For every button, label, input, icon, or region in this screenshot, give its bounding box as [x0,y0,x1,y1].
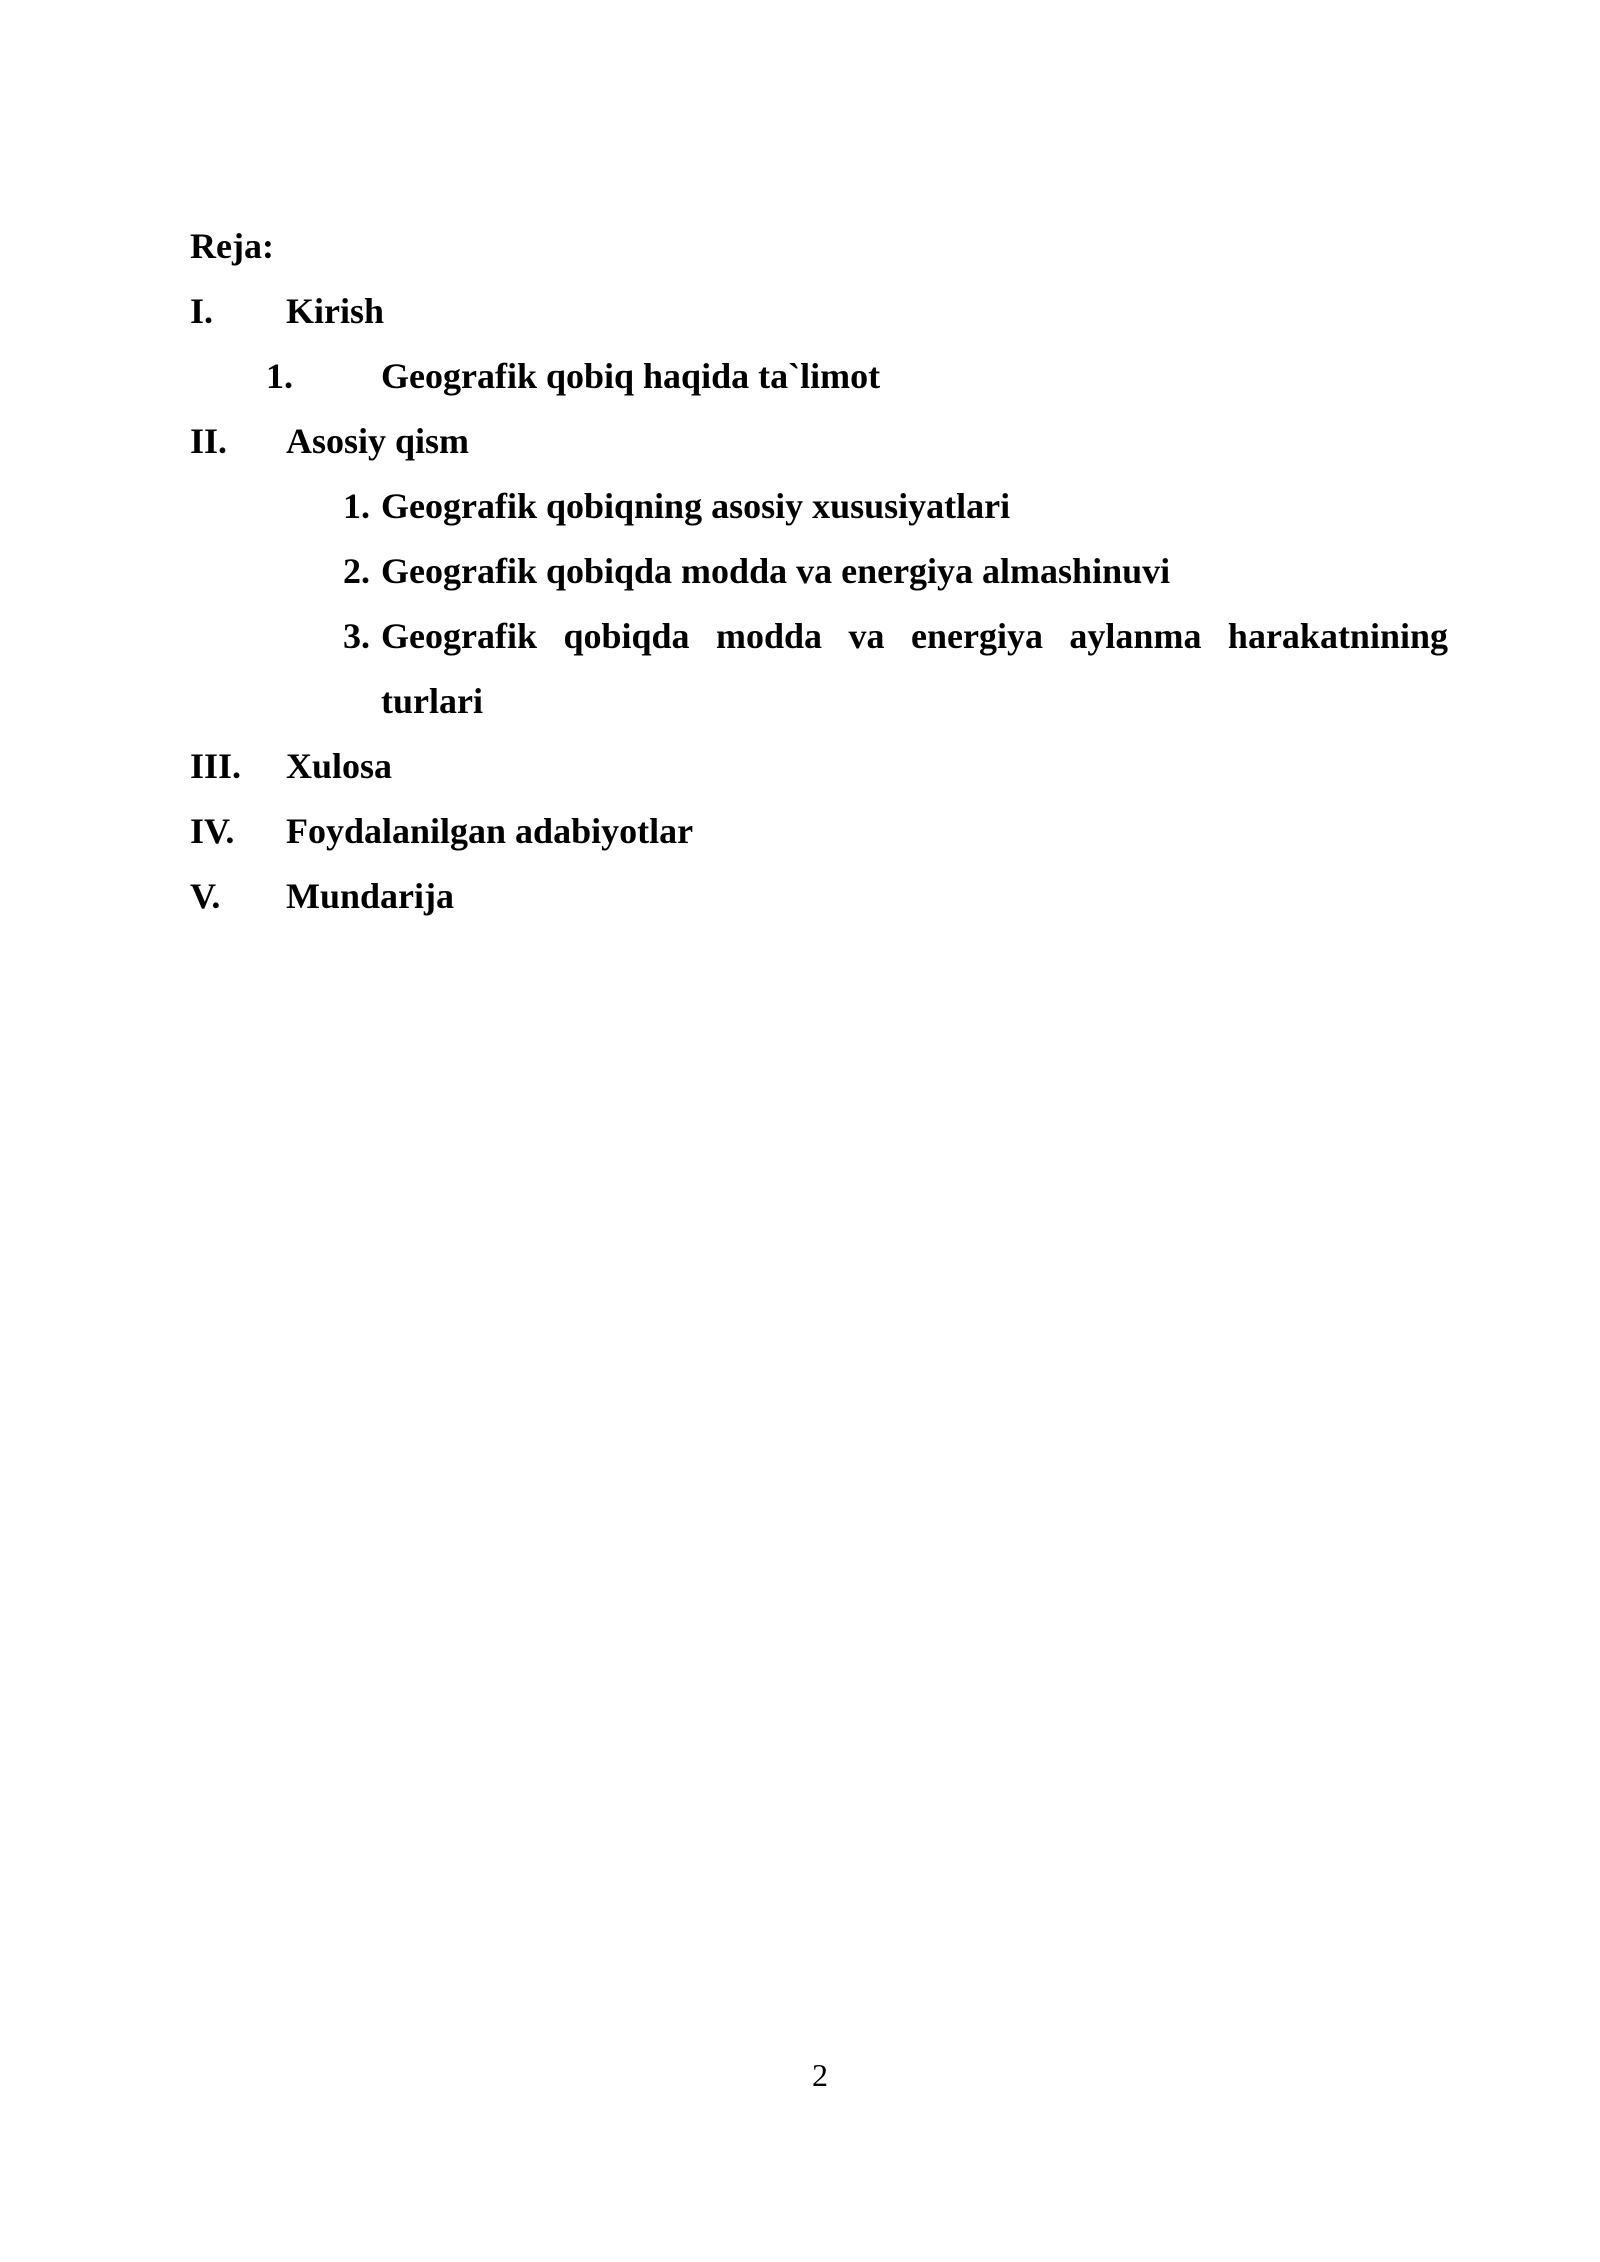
outline-subitem-text: Geografik qobiqda modda va energiya aylanma harakatnining [381,616,1448,656]
outline-numeral: V. [190,876,221,916]
outline-item-text: Mundarija [286,876,455,916]
page-number: 2 [812,2057,828,2093]
plan-heading: Reja: [190,226,274,266]
outline-subitem-continuation-text: turlari [381,681,483,721]
outline-item-kirish [190,279,1448,344]
outline-subitem-number: 3. [343,616,370,656]
outline-subitem-number: 2. [343,551,370,591]
outline-subitem-text: Geografik qobiqda modda va energiya almashinuvi [381,551,1171,591]
outline-subitem-number: 1. [266,356,293,396]
outline-numeral: IV. [190,811,235,851]
outline-numeral: III. [190,746,242,786]
outline-item-text: Asosiy qism [286,421,470,461]
plan-outline [190,214,1448,929]
outline-subitem-aylanma-harakat [190,604,1448,669]
outline-item-text: Xulosa [286,746,393,786]
outline-subitem-continuation [190,669,1448,734]
outline-subitem-number: 1. [343,486,370,526]
outline-item-adabiyotlar [190,799,1448,864]
outline-numeral: II. [190,421,228,461]
outline-item-text: Kirish [286,291,385,331]
outline-subitem-talimot [190,344,1448,409]
outline-item-text: Foydalanilgan adabiyotlar [286,811,694,851]
outline-subitem-text: Geografik qobiqning asosiy xususiyatlari [381,486,1011,526]
outline-numeral: I. [190,291,214,331]
outline-item-mundarija [190,864,1448,929]
plan-heading-line [190,214,1448,279]
outline-subitem-almashinuvi [190,539,1448,604]
outline-item-asosiy-qism [190,409,1448,474]
outline-item-xulosa [190,734,1448,799]
outline-subitem-xususiyatlari [190,474,1448,539]
outline-subitem-text: Geografik qobiq haqida ta`limot [381,356,881,396]
